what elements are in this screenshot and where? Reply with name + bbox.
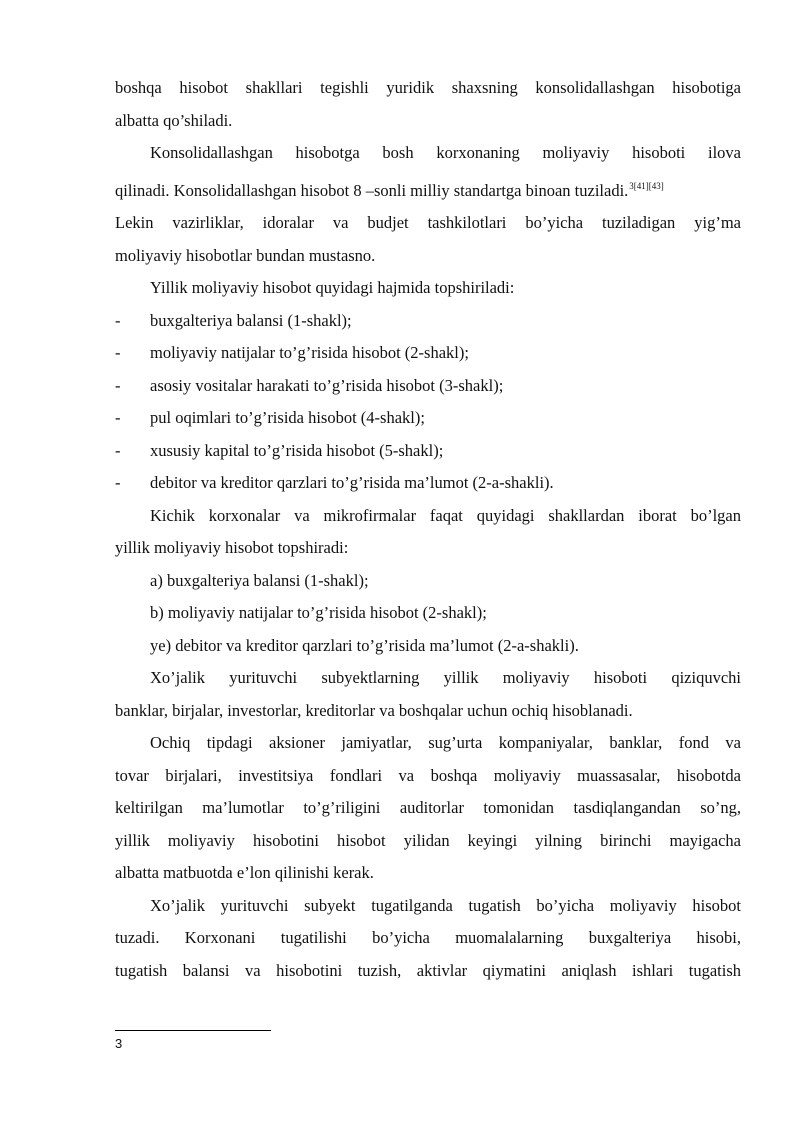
paragraph-line: yillik moliyaviy hisobot topshiradi:	[115, 538, 349, 557]
paragraph-line: tugatish balansi va hisobotini tuzish, aktivlar qiymatini aniqlash ishlari tugatish	[115, 960, 741, 980]
bullet-marker: -	[115, 375, 121, 395]
paragraph-line: yillik moliyaviy hisobotini hisobot yilidan keyingi yilning birinchi mayigacha	[115, 830, 741, 850]
paragraph-line: keltirilgan ma’lumotlar to’g’riligini auditorlar tomonidan tasdiqlangandan so’ng,	[115, 798, 741, 817]
paragraph-line: moliyaviy hisobotlar bundan mustasno.	[115, 245, 376, 265]
list-item-text: asosiy vositalar harakati to’g’risida hisobot (3-shakl);	[150, 375, 504, 395]
paragraph-line: albatta qo’shiladi.	[115, 110, 233, 130]
footnote-separator	[115, 1030, 271, 1031]
list-item: a) buxgalteriya balansi (1-shakl);	[150, 570, 369, 590]
bullet-marker: -	[115, 408, 121, 427]
list-item-text: moliyaviy natijalar to’g’risida hisobot (2-shakl);	[150, 343, 469, 362]
list-item	[115, 337, 741, 370]
footnote-reference[interactable]: 3[41][43]	[629, 180, 664, 191]
paragraph-line: Xo’jalik yurituvchi subyekt tugatilganda tugatish bo’yicha moliyaviy hisobot	[150, 895, 741, 915]
paragraph-line: Kichik korxonalar va mikrofirmalar faqat quyidagi shakllardan iborat bo’lgan	[150, 505, 741, 525]
bullet-marker: -	[115, 343, 121, 362]
list-item	[115, 467, 741, 500]
list-item	[115, 402, 741, 435]
list-item	[115, 305, 741, 338]
list-item: ye) debitor va kreditor qarzlari to’g’risida ma’lumot (2-a-shakli).	[150, 635, 579, 655]
footnote-number: 3	[115, 1036, 123, 1051]
list-item-text: xususiy kapital to’g’risida hisobot (5-shakl);	[150, 440, 444, 460]
paragraph-line: Yillik moliyaviy hisobot quyidagi hajmida topshiriladi:	[150, 278, 515, 297]
list-item-text: buxgalteriya balansi (1-shakl);	[150, 310, 352, 330]
bullet-marker: -	[115, 473, 121, 492]
list-item	[115, 370, 741, 403]
paragraph-line: Ochiq tipdagi aksioner jamiyatlar, sug’urta kompaniyalar, banklar, fond va	[150, 733, 741, 752]
paragraph-line: banklar, birjalar, investorlar, kreditorlar va boshqalar uchun ochiq hisoblanadi.	[115, 700, 633, 720]
paragraph-line: boshqa hisobot shakllari tegishli yuridik shaxsning konsolidallashgan hisobotiga	[115, 78, 741, 97]
bullet-marker: -	[115, 440, 121, 460]
paragraph-line: Lekin vazirliklar, idoralar va budjet tashkilotlari bo’yicha tuziladigan yig’ma	[115, 213, 741, 232]
list-item	[115, 435, 741, 468]
list-item: b) moliyaviy natijalar to’g’risida hisobot (2-shakl);	[150, 603, 487, 622]
paragraph-line: tovar birjalari, investitsiya fondlari va boshqa moliyaviy muassasalar, hisobotda	[115, 765, 741, 785]
paragraph-line: Konsolidallashgan hisobotga bosh korxonaning moliyaviy hisoboti ilova	[150, 143, 741, 162]
paragraph-line	[115, 170, 741, 208]
document-body	[115, 72, 741, 987]
bullet-marker: -	[115, 310, 121, 330]
paragraph-line: tuzadi. Korxonani tugatilishi bo’yicha muomalalarning buxgalteriya hisobi,	[115, 928, 741, 947]
paragraph-line: albatta matbuotda e’lon qilinishi kerak.	[115, 863, 374, 882]
list-item-text: debitor va kreditor qarzlari to’g’risida ma’lumot (2-a-shakli).	[150, 473, 554, 492]
paragraph-text: qilinadi. Konsolidallashgan hisobot 8 –sonli milliy standartga binoan tuziladi.	[115, 180, 629, 200]
paragraph-line: Xo’jalik yurituvchi subyektlarning yillik moliyaviy hisoboti qiziquvchi	[150, 668, 741, 687]
list-item-text: pul oqimlari to’g’risida hisobot (4-shakl);	[150, 408, 425, 427]
